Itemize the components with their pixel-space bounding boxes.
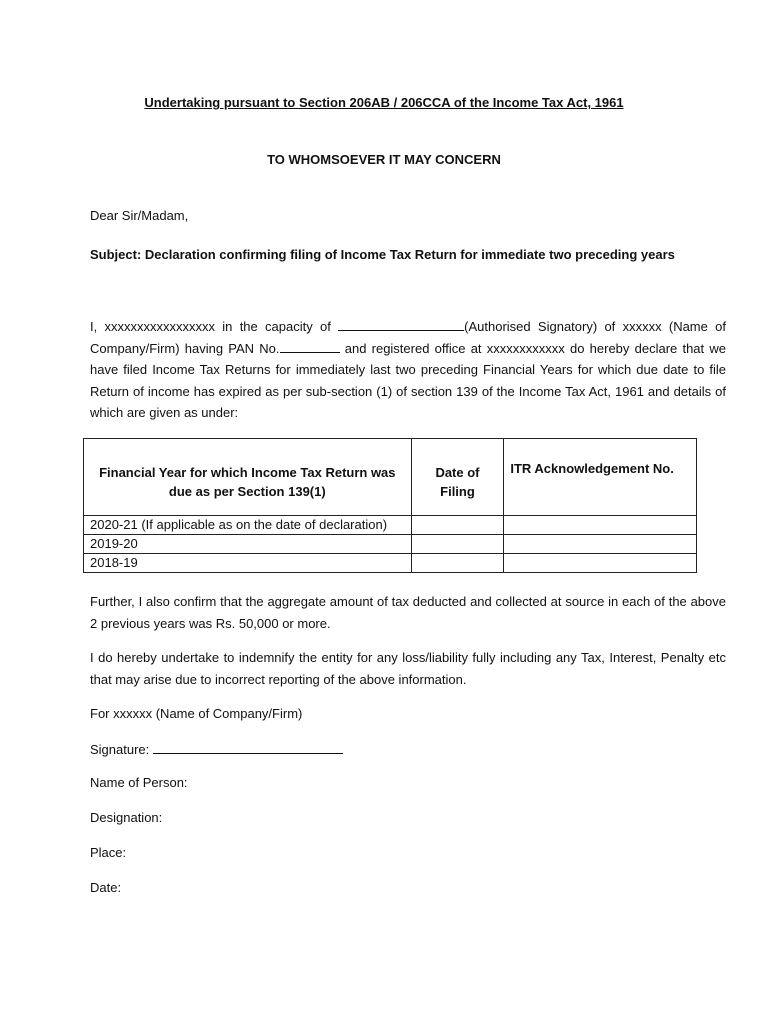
row-date bbox=[411, 554, 504, 573]
header-financial-year: Financial Year for which Income Tax Return was due as per Section 139(1) bbox=[84, 439, 412, 516]
table-header-row bbox=[84, 439, 697, 516]
itr-table bbox=[83, 438, 697, 573]
declaration-part-1: I, xxxxxxxxxxxxxxxxx in the capacity of bbox=[90, 319, 339, 334]
header-itr-ack: ITR Acknowledgement No. bbox=[504, 439, 697, 516]
table-row bbox=[84, 554, 697, 573]
pan-blank bbox=[280, 339, 340, 353]
salutation: Dear Sir/Madam, bbox=[90, 208, 189, 223]
header-date-of-filing: Date of Filing bbox=[411, 439, 504, 516]
declaration-paragraph bbox=[90, 316, 726, 424]
declaration-part-2: (Authorised Signatory) of xxxxxx (Name of Company/Firm) having PAN No. bbox=[90, 319, 726, 356]
row-ack bbox=[504, 516, 697, 535]
subject-line: Subject: Declaration confirming filing of Income Tax Return for immediate two preceding years bbox=[90, 247, 675, 262]
row-year: 2020-21 (If applicable as on the date of declaration) bbox=[84, 516, 412, 535]
row-ack bbox=[504, 535, 697, 554]
confirmation-paragraph: Further, I also confirm that the aggregate amount of tax deducted and collected at source in each of the above 2 previous years was Rs. 50,000 or more. bbox=[90, 594, 726, 631]
table-row bbox=[84, 535, 697, 554]
name-of-person-label: Name of Person: bbox=[90, 775, 188, 790]
document-title: Undertaking pursuant to Section 206AB / 206CCA of the Income Tax Act, 1961 bbox=[144, 95, 624, 110]
row-ack bbox=[504, 554, 697, 573]
indemnity-paragraph: I do hereby undertake to indemnify the entity for any loss/liability fully including any Tax, Interest, Penalty etc that may arise due to incorrect reporting of the above information. bbox=[90, 650, 726, 687]
signature-line bbox=[90, 740, 343, 759]
addressee: TO WHOMSOEVER IT MAY CONCERN bbox=[267, 152, 501, 167]
capacity-blank bbox=[338, 317, 464, 331]
row-year: 2018-19 bbox=[84, 554, 412, 573]
signature-label: Signature: bbox=[90, 742, 150, 757]
declaration-part-3: and registered office at xxxxxxxxxxxx do hereby declare that we have filed Income Tax Returns for immediately last two preceding Financial Years for which due date to file Return of income has expired as per sub-section (1) of section 139 of the Income Tax Act, 1961 and details of which are given as under: bbox=[90, 340, 726, 420]
row-date bbox=[411, 516, 504, 535]
table-row bbox=[84, 516, 697, 535]
date-label: Date: bbox=[90, 880, 122, 895]
designation-label: Designation: bbox=[90, 810, 163, 825]
row-date bbox=[411, 535, 504, 554]
signature-blank bbox=[153, 740, 343, 754]
for-company-line: For xxxxxx (Name of Company/Firm) bbox=[90, 706, 303, 721]
place-label: Place: bbox=[90, 845, 127, 860]
row-year: 2019-20 bbox=[84, 535, 412, 554]
